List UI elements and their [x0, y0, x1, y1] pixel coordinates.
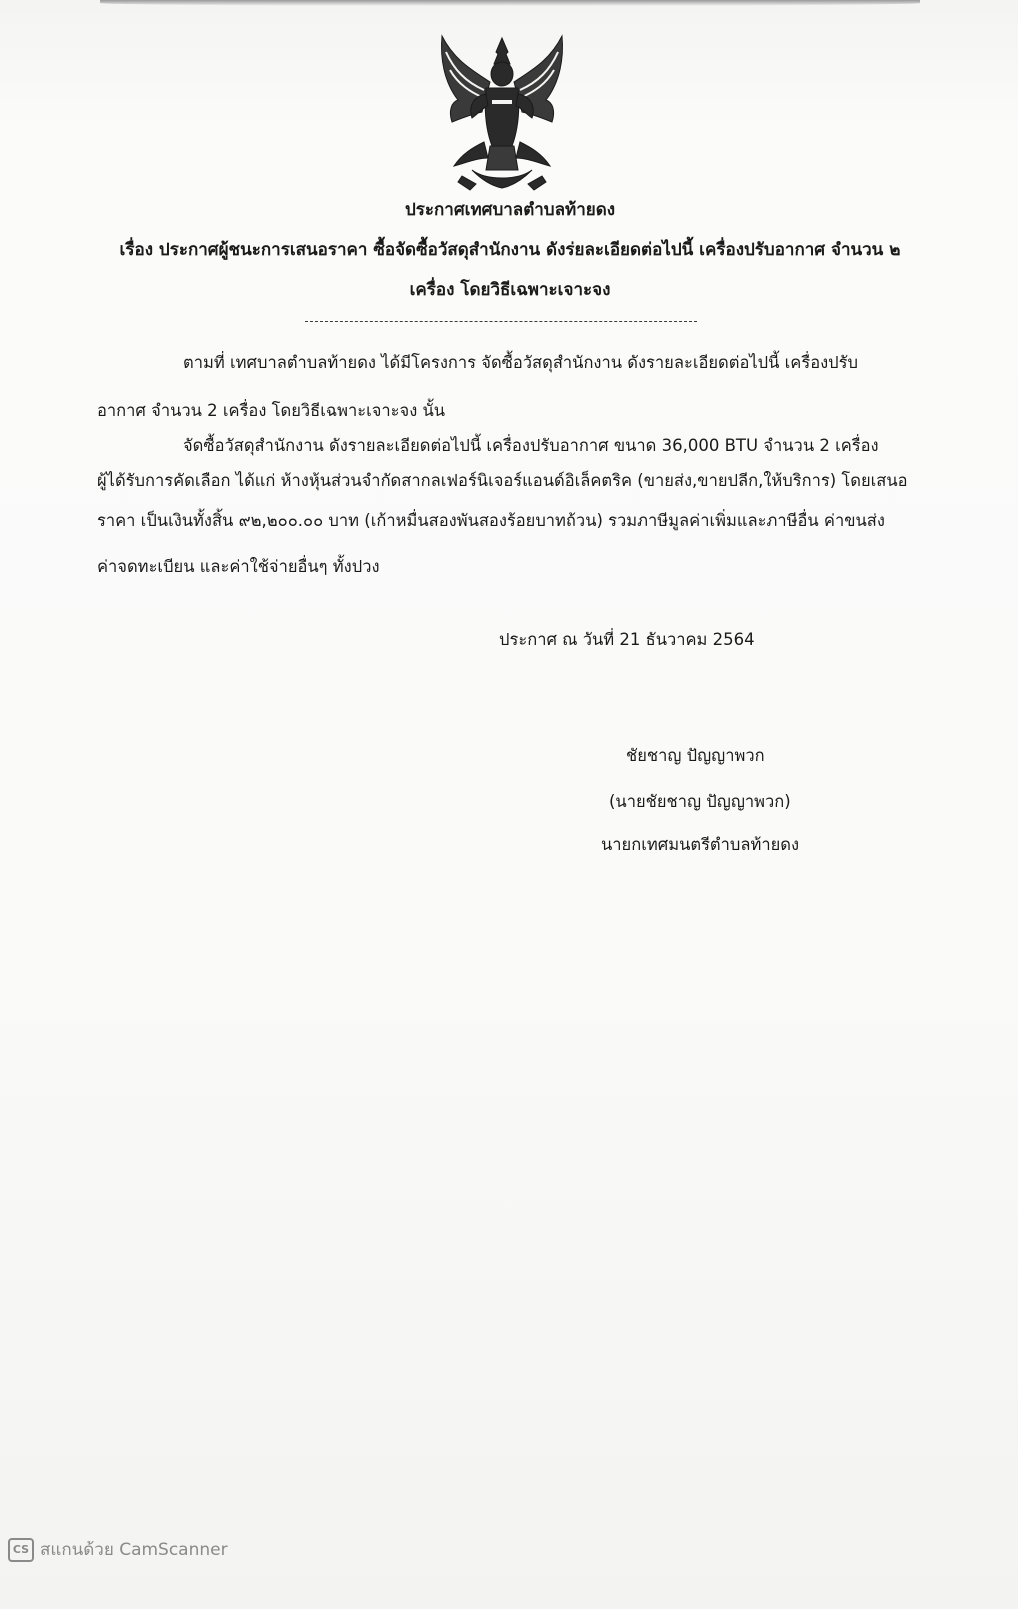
signature: ชัยชาญ ปัญญาพวก — [626, 746, 765, 765]
paragraph-1-line-2: อากาศ จำนวน 2 เครื่อง โดยวิธีเฉพาะเจาะจง นั้น — [97, 401, 446, 420]
garuda-emblem-icon — [432, 30, 572, 195]
paragraph-2-line-3: ราคา เป็นเงินทั้งสิ้น ๙๒,๒๐๐.๐๐ บาท (เก้าหมื่นสองพันสองร้อยบาทถ้วน) รวมภาษีมูลค่าเพิ่มและภาษีอื่น ค่าขนส่ง — [97, 511, 885, 530]
scan-edge-shadow — [100, 0, 920, 6]
subject-line-1: เรื่อง ประกาศผู้ชนะการเสนอราคา ซื้อจัดซื้อวัสดุสำนักงาน ดังร่ยละเอียดต่อไปนี้ เครื่องปรับอากาศ จำนวน ๒ — [119, 240, 901, 260]
issuer-heading: ประกาศเทศบาลตำบลท้ายดง — [404, 200, 616, 220]
header-divider — [305, 321, 697, 322]
camscanner-logo-icon: CS — [8, 1538, 34, 1562]
signer-full-name: (นายชัยชาญ ปัญญาพวก) — [609, 792, 791, 811]
scanner-watermark-text: สแกนด้วย CamScanner — [40, 1540, 228, 1560]
signer-position: นายกเทศมนตรีตำบลท้ายดง — [601, 835, 800, 854]
scanner-watermark — [8, 1536, 228, 1563]
announcement-date: ประกาศ ณ วันที่ 21 ธันวาคม 2564 — [499, 630, 755, 649]
paragraph-2-line-4: ค่าจดทะเบียน และค่าใช้จ่ายอื่นๆ ทั้งปวง — [97, 557, 380, 576]
subject-line-2: เครื่อง โดยวิธีเฉพาะเจาะจง — [409, 280, 611, 300]
paragraph-2-line-1: จัดซื้อวัสดุสำนักงาน ดังรายละเอียดต่อไปนี้ เครื่องปรับอากาศ ขนาด 36,000 BTU จำนวน 2 เครื่อง — [183, 436, 879, 455]
paragraph-1-line-1: ตามที่ เทศบาลตำบลท้ายดง ได้มีโครงการ จัดซื้อวัสดุสำนักงาน ดังรายละเอียดต่อไปนี้ เครื่องปรับ — [183, 353, 858, 372]
paragraph-2-line-2: ผู้ได้รับการคัดเลือก ได้แก่ ห้างหุ้นส่วนจำกัดสากลเฟอร์นิเจอร์แอนด์อิเล็คตริค (ขายส่ง,ขายปลีก,ให้บริการ) โดยเสนอ — [97, 471, 908, 490]
